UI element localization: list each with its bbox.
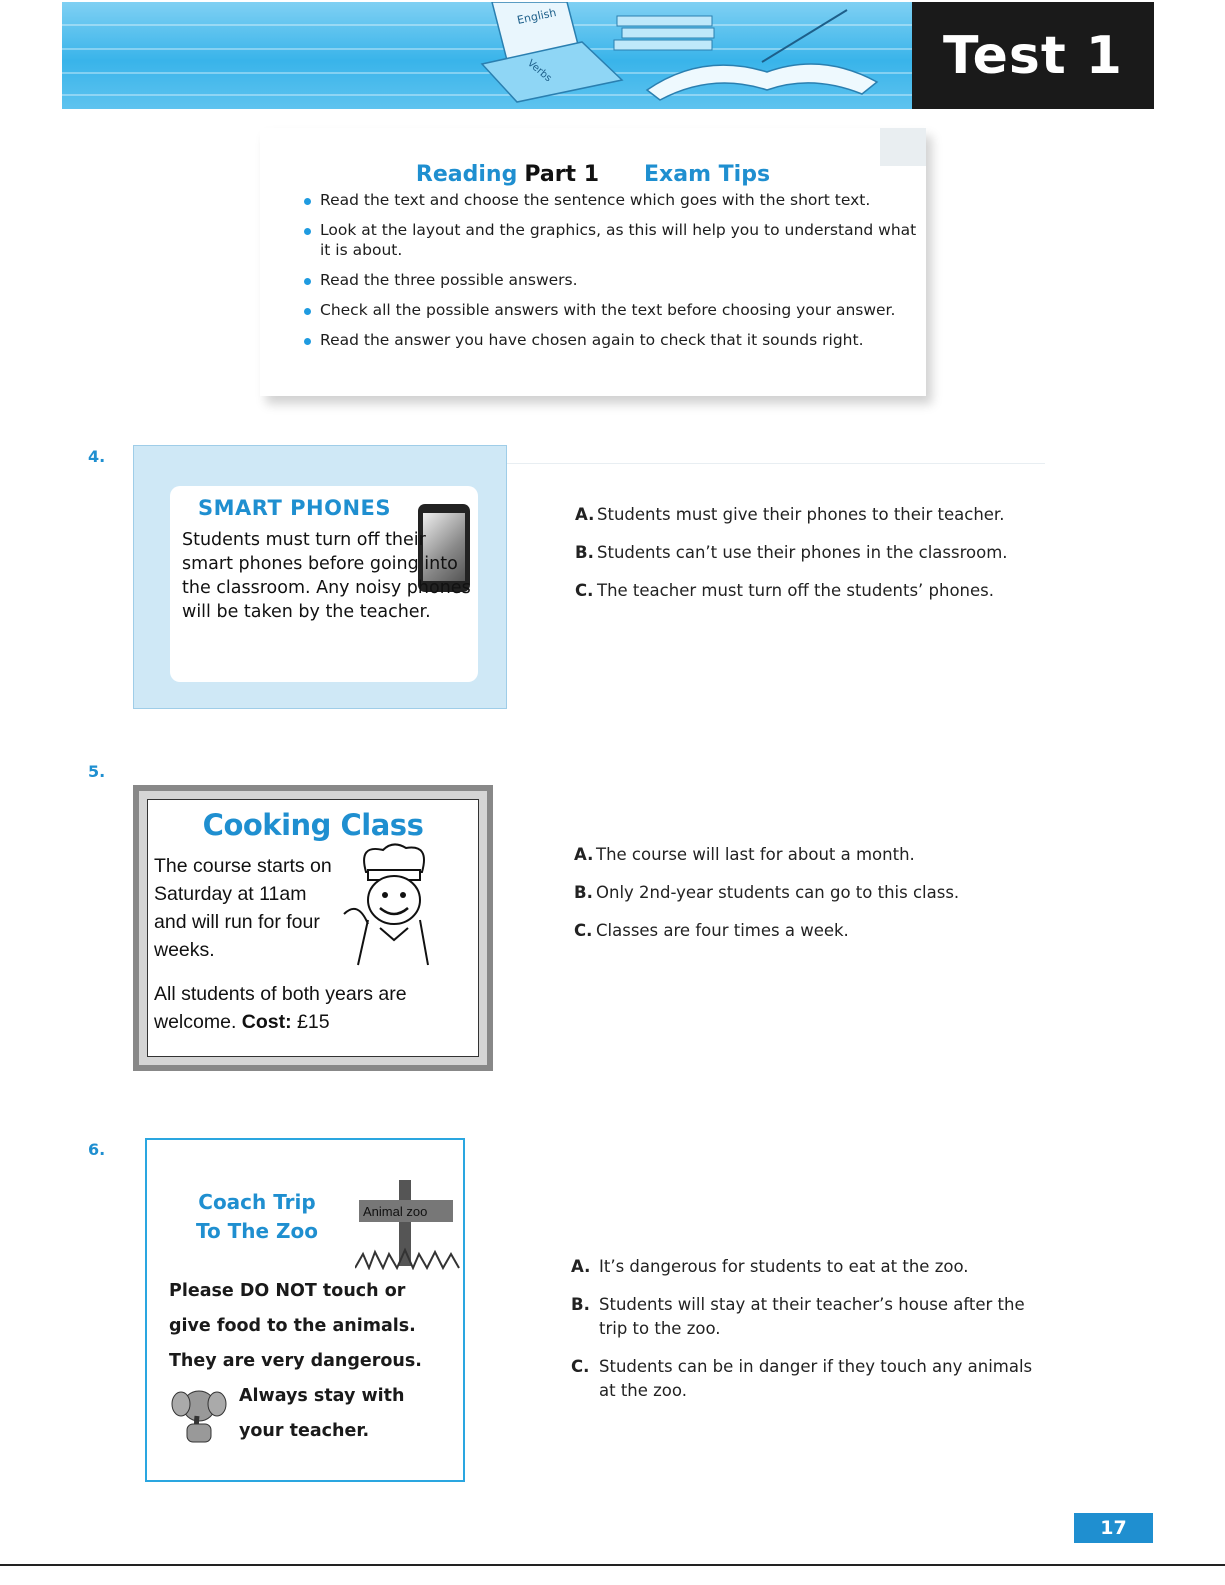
option-c[interactable] — [575, 579, 1045, 603]
option-text: Students will stay at their teacher’s house after the trip to the zoo. — [599, 1295, 1025, 1338]
option-text: It’s dangerous for students to eat at the zoo. — [599, 1257, 969, 1276]
notice-line: give food to the animals. — [169, 1316, 416, 1336]
notice-title: Cooking Class — [202, 808, 424, 842]
question-number: 4. — [88, 447, 106, 466]
option-text: Students can’t use their phones in the classroom. — [597, 543, 1008, 562]
tip-item: Check all the possible answers with the text before choosing your answer. — [300, 300, 920, 320]
notice-panel — [170, 486, 478, 682]
notice-title — [167, 1188, 347, 1246]
option-letter: B. — [571, 1295, 590, 1314]
tip-item: Read the text and choose the sentence which goes with the short text. — [300, 190, 920, 210]
tip-item: Read the answer you have chosen again to check that it sounds right. — [300, 330, 920, 350]
answer-options — [571, 1255, 1051, 1403]
zoo-sign-icon — [355, 1178, 461, 1270]
answer-options — [575, 503, 1045, 603]
option-text: Students must give their phones to their teacher. — [597, 505, 1005, 524]
page-bottom-rule — [0, 1564, 1225, 1566]
title-exam-tips: Exam Tips — [644, 162, 771, 187]
option-c[interactable] — [574, 919, 1044, 943]
elephant-icon — [171, 1384, 227, 1446]
tip-item: Read the three possible answers. — [300, 270, 920, 290]
divider — [505, 463, 1045, 464]
book-label-verbs: Verbs — [525, 57, 554, 85]
option-letter: C. — [575, 581, 594, 600]
exam-tips-card — [260, 128, 926, 396]
option-letter: C. — [571, 1357, 590, 1376]
notice-line: They are very dangerous. — [169, 1351, 422, 1371]
option-letter: B. — [575, 543, 594, 562]
zoo-trip-notice — [145, 1138, 465, 1482]
smart-phones-notice — [133, 445, 507, 709]
sign-text: Animal zoo — [363, 1204, 428, 1219]
page-number: 17 — [1074, 1513, 1153, 1543]
question-number: 5. — [88, 762, 106, 781]
notice-text-2 — [154, 980, 474, 1036]
cooking-class-notice — [133, 785, 493, 1071]
books-illustration — [62, 2, 912, 109]
notice-title: SMART PHONES — [198, 496, 392, 520]
title-reading: Reading — [415, 162, 518, 187]
title-part: Part 1 — [524, 162, 600, 187]
notice-panel — [147, 799, 479, 1057]
option-text: The course will last for about a month. — [596, 845, 915, 864]
exam-tips-title — [260, 162, 926, 187]
option-text: Only 2nd-year students can go to this class. — [596, 883, 960, 902]
welcome-text: All students of both years are welcome. — [154, 983, 407, 1033]
book-label-english: English — [515, 5, 558, 27]
question-number: 6. — [88, 1140, 106, 1159]
option-letter: A. — [575, 505, 595, 524]
option-text: Classes are four times a week. — [596, 921, 849, 940]
tips-list — [300, 190, 920, 360]
tip-item: Look at the layout and the graphics, as this will help you to understand what it is about. — [300, 220, 920, 260]
notice-text: Students must turn off their smart phones before going into the classroom. Any noisy phones will be taken by the teacher. — [182, 530, 471, 622]
option-b[interactable] — [575, 541, 1045, 565]
option-a[interactable] — [575, 503, 1045, 527]
option-b[interactable] — [574, 881, 1044, 905]
title-line: To The Zoo — [195, 1219, 319, 1243]
cost-value: £15 — [297, 1011, 330, 1033]
notice-line: Please DO NOT touch or — [169, 1281, 406, 1301]
option-text: The teacher must turn off the students’ phones. — [597, 581, 995, 600]
option-letter: B. — [574, 883, 593, 902]
notice-line: your teacher. — [239, 1421, 370, 1441]
option-c[interactable] — [571, 1355, 1051, 1403]
title-line: Coach Trip — [198, 1190, 316, 1214]
option-a[interactable] — [571, 1255, 1051, 1279]
chef-icon — [338, 840, 448, 970]
answer-options — [574, 843, 1044, 943]
option-letter: C. — [574, 921, 593, 940]
notice-text: The course starts on Saturday at 11am and will run for four weeks. — [154, 855, 332, 961]
notice-line: Always stay with — [239, 1386, 405, 1406]
option-letter: A. — [574, 845, 594, 864]
option-text: Students can be in danger if they touch any animals at the zoo. — [599, 1357, 1033, 1400]
test-title: Test 1 — [912, 2, 1154, 109]
option-b[interactable] — [571, 1293, 1051, 1341]
option-a[interactable] — [574, 843, 1044, 867]
cost-label: Cost: — [241, 1011, 292, 1033]
option-letter: A. — [571, 1257, 591, 1276]
